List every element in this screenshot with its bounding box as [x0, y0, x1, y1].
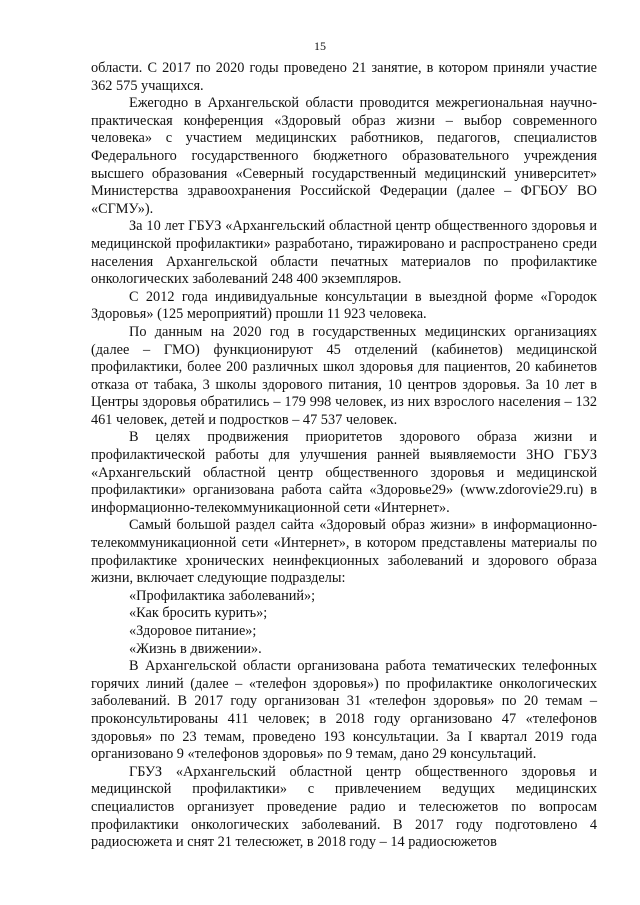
paragraph-printed-materials: За 10 лет ГБУЗ «Архангельский областной центр общественного здоровья и медицинской профилактики» разработано, тиражировано и распространено среди населения Архангельской области печатных материалов по профилактике онкологических заболеваний 248 400 экземпляров. — [91, 218, 597, 288]
list-item-quit-smoking: «Как бросить курить»; — [129, 605, 268, 622]
list-item-healthy-nutrition: «Здоровое питание»; — [129, 623, 257, 639]
paragraph-website: В целях продвижения приоритетов здорового образа жизни и профилактической работы для улучшения ранней выявляемости ЗНО ГБУЗ «Архангельский областной центр общественного здоровья и медицинской профилактики» организована работа сайта «Здоровье29» (www.zdorovie29.ru) в информационно-телекоммуникационной сети «Интернет». — [91, 429, 597, 516]
paragraph-conference: Ежегодно в Архангельской области проводится межрегиональная научно-практическая конференция «Здоровый образ жизни – выбор современного человека» с участием медицинских работников, педагогов, специалистов Федерального государственного бюджетного образовательного учреждения высшего образования «Северный государственный медицинский университет» Министерства здравоохранения Российской Федерации (далее – ФГБОУ ВО «СГМУ»). — [91, 95, 597, 217]
paragraph-consultations: С 2012 года индивидуальные консультации в выездной форме «Городок Здоровья» (125 мероприятий) прошли 11 923 человека. — [91, 288, 597, 323]
paragraph-radio-tv: ГБУЗ «Архангельский областной центр общественного здоровья и медицинской профилактики» с привлечением ведущих медицинских специалистов организует проведение радио и телесюжетов по вопросам профилактики онкологических заболеваний. В 2017 году подготовлено 4 радиосюжета и снят 21 телесюжет, в 2018 году – 14 радиосюжетов — [91, 763, 597, 851]
paragraph-continuation: области. С 2017 по 2020 годы проведено 21 занятие, в котором приняли участие 362 575 учащихся. — [91, 60, 597, 94]
paragraph-health-hotlines: В Архангельской области организована работа тематических телефонных горячих линий (далее – «телефон здоровья») по профилактике онкологических заболеваний. В 2017 году организован 31 «телефон здоровья» по 20 темам – проконсультированы 411 человек; в 2018 году организовано 47 «телефонов здоровья» по 23 темам, проведено 193 консультации. За I квартал 2019 года организовано 9 «телефонов здоровья» по 9 темам, дано 29 консультаций. — [91, 658, 597, 763]
page-number: 15 — [314, 39, 326, 53]
list-item-life-in-motion: «Жизнь в движении». — [129, 640, 262, 657]
document-body — [91, 60, 597, 852]
paragraph-medical-organizations: По данным на 2020 год в государственных медицинских организациях (далее – ГМО) функционируют 45 отделений (кабинетов) медицинской профилактики, более 200 различных школ здоровья для пациентов, 20 кабинетов отказа от табака, 3 школы здорового питания, 10 центров здоровья. За 10 лет в Центры здоровья обратились – 179 998 человек, из них взрослого населения – 132 461 человек, детей и подростков – 47 537 человек. — [91, 323, 597, 428]
paragraph-website-section: Самый большой раздел сайта «Здоровый образ жизни» в информационно-телекоммуникационной сети «Интернет», в котором представлены материалы по профилактике хронических неинфекционных заболеваний и здорового образа жизни, включает следующие подразделы: — [91, 517, 597, 587]
list-item-disease-prevention: «Профилактика заболеваний»; — [129, 587, 316, 604]
